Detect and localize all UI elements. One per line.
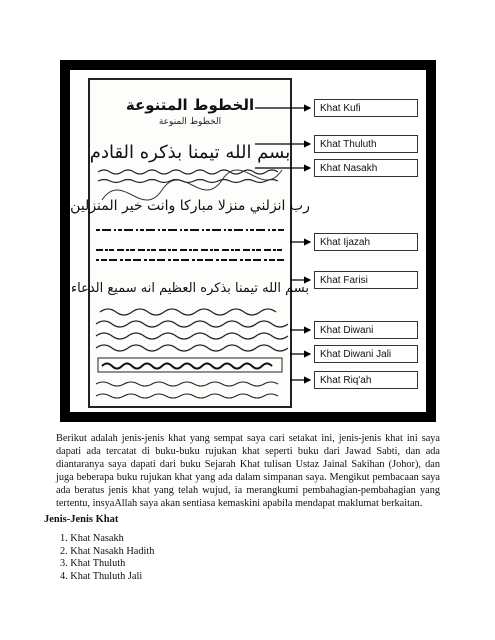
calligraphy-scan — [70, 78, 310, 408]
list-item: 4. Khat Thuluth Jali — [60, 570, 143, 582]
riqah-lines — [96, 382, 278, 398]
callout-label: Khat Nasakh — [320, 163, 378, 174]
callout-label: Khat Farisi — [320, 275, 368, 286]
callout-khat-nasakh — [314, 159, 418, 177]
callout-label: Khat Ijazah — [320, 237, 371, 248]
callout-khat-ijazah — [314, 233, 418, 251]
callout-khat-diwani-jali — [314, 345, 418, 363]
callout-khat-thuluth — [314, 135, 418, 153]
callout-khat-diwani — [314, 321, 418, 339]
callout-label: Khat Kufi — [320, 103, 361, 114]
diwani-jali-line — [102, 364, 272, 369]
kufi-subtitle: الخطوط المنوعة — [158, 117, 222, 127]
section-heading: Jenis-Jenis Khat — [44, 514, 119, 525]
kufi-title: الخطوط المتنوعة — [125, 96, 255, 114]
farisi-line: بسم الله تيمنا بذكره العظيم انه سميع الدعاء — [71, 281, 309, 296]
figure-canvas — [70, 70, 426, 412]
body-paragraph: Berikut adalah jenis-jenis khat yang sempat saya cari setakat ini, jenis-jenis khat ini saya dapati ada tercatat di buku-buku rujukan khat seperti buku dari Jawad Sabti, dan ada diantaranya saya dapati dari buku Sejarah Khat tulisan Ustaz Jainal Sakihan (Johor), dan juga beberapa buku rujukan khat yang ada dalam simpanan saya. Mengikut pembacaan saya ada beratus jenis khat yang telah wujud, ia merangkumi pembahagian-pembahagian yang tertentu, insyaAllah saya akan sentiasa kemaskini apabila mendapat maklumat berkaitan. — [56, 433, 440, 509]
callout-label: Khat Diwani — [320, 325, 374, 336]
callout-khat-farisi — [314, 271, 418, 289]
diwani-lines — [96, 309, 288, 351]
khat-type-list — [60, 533, 154, 583]
calligraphy-sample-image — [70, 80, 310, 406]
callout-label: Khat Thuluth — [320, 139, 377, 150]
list-item: 2. Khat Nasakh Hadith — [60, 545, 155, 557]
thuluth-basmala: بسم الله تيمنا بذكره القادم — [89, 142, 291, 163]
nasakh-lines — [98, 170, 278, 183]
figure-frame — [60, 60, 436, 422]
list-item: 1. Khat Nasakh — [60, 533, 124, 544]
ornament-stroke — [102, 170, 282, 200]
callout-khat-kufi — [314, 99, 418, 117]
list-item: 3. Khat Thuluth — [60, 558, 126, 569]
callout-label: Khat Riq'ah — [320, 375, 372, 386]
ijazah-lines — [96, 230, 284, 260]
callout-khat-riqah — [314, 371, 418, 389]
callout-label: Khat Diwani Jali — [320, 349, 392, 360]
thuluth-verse: رب انزلني منزلا مباركا وانت خير المنزلين — [70, 198, 310, 214]
